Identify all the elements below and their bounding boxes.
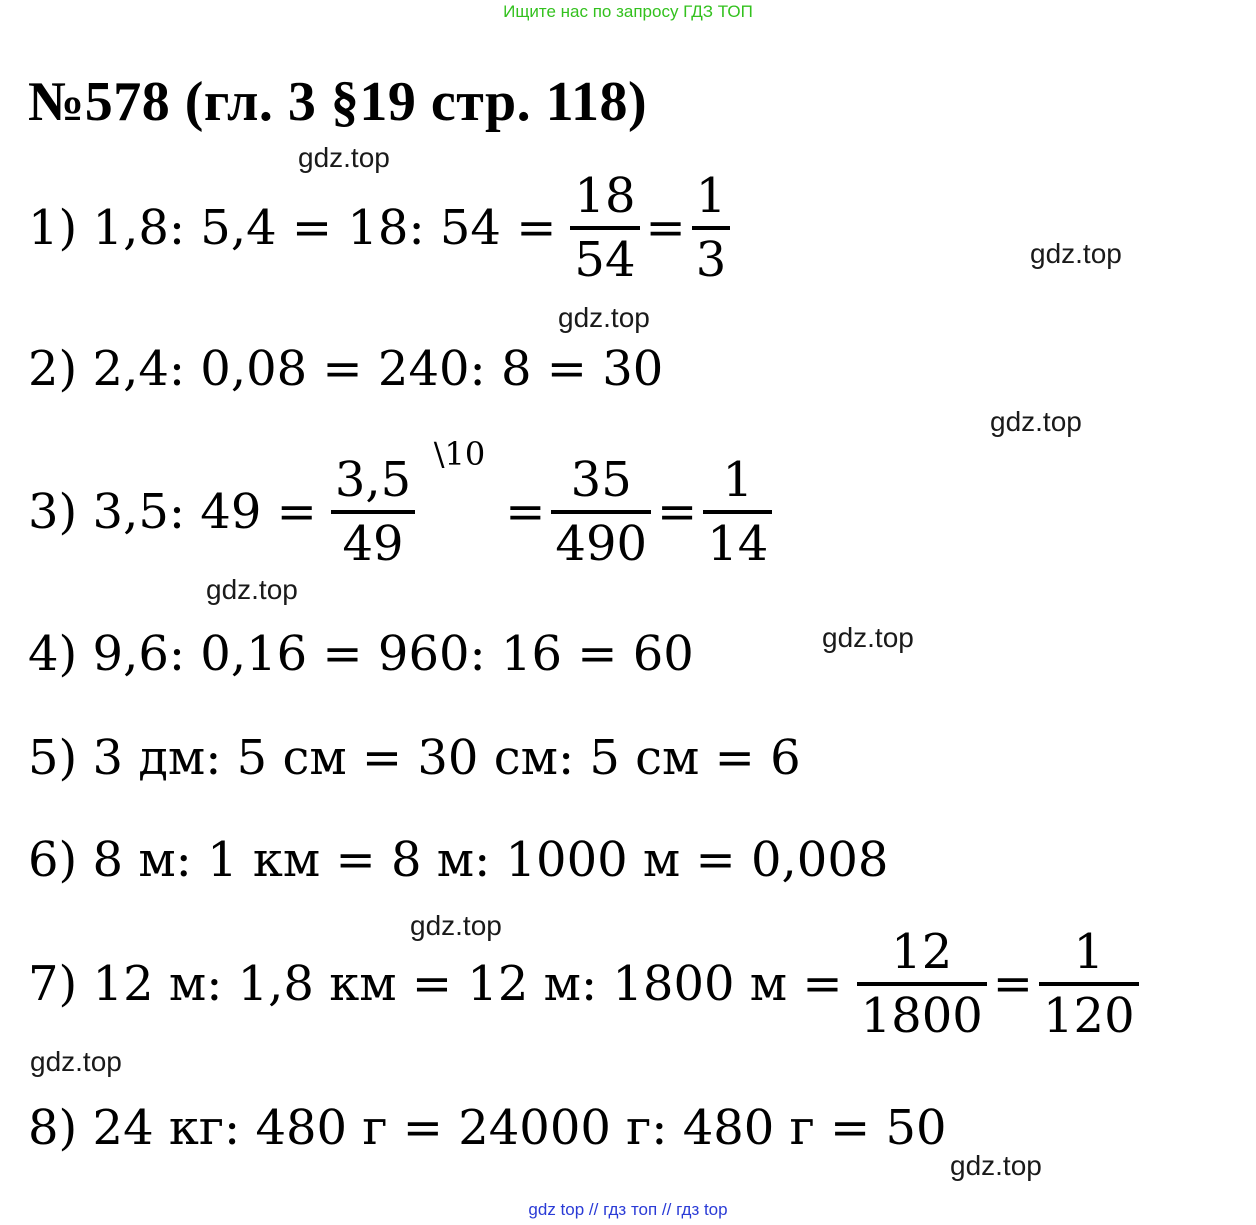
fraction-numerator: 1 — [722, 452, 754, 508]
fraction-denominator: 490 — [555, 516, 648, 572]
equals-sign: = — [505, 484, 546, 540]
fraction-denominator: 14 — [707, 516, 769, 572]
fraction — [692, 168, 731, 288]
fraction-denominator: 120 — [1043, 988, 1135, 1044]
fraction — [1039, 924, 1139, 1044]
equals-sign: = — [992, 956, 1033, 1012]
equals-sign: = — [645, 200, 686, 256]
watermark: gdz.top — [30, 1046, 122, 1077]
fraction — [703, 452, 772, 572]
watermark: gdz.top — [822, 622, 914, 653]
watermark: gdz.top — [298, 142, 390, 173]
fraction-denominator: 3 — [695, 232, 727, 288]
fraction-numerator: 3,5 — [334, 452, 412, 508]
solution-line-1 — [28, 168, 736, 288]
expression-text: 2) 2,4: 0,08 = 240: 8 = 30 — [28, 341, 664, 397]
expansion-factor: \10 — [433, 435, 486, 473]
expression-text: 3) 3,5: 49 = — [28, 484, 317, 540]
problem-title: №578 (гл. 3 §19 стр. 118) — [28, 71, 648, 133]
watermark: gdz.top — [950, 1150, 1042, 1181]
solution-line-2 — [28, 341, 664, 397]
expression-text: 6) 8 м: 1 км = 8 м: 1000 м = 0,008 — [28, 832, 889, 888]
fraction — [857, 924, 987, 1044]
solution-line-8 — [28, 1100, 947, 1156]
equals-sign: = — [657, 484, 698, 540]
expression-text: 8) 24 кг: 480 г = 24000 г: 480 г = 50 — [28, 1100, 947, 1156]
fraction-numerator: 18 — [574, 168, 636, 224]
expression-text: 1) 1,8: 5,4 = 18: 54 = — [28, 200, 557, 256]
watermark: gdz.top — [1030, 238, 1122, 269]
fraction-numerator: 35 — [570, 452, 632, 508]
solution-line-3 — [28, 435, 778, 572]
expression-text: 5) 3 дм: 5 см = 30 см: 5 см = 6 — [28, 730, 801, 786]
fraction — [331, 435, 486, 572]
fraction-numerator: 1 — [1073, 924, 1105, 980]
fraction-numerator: 1 — [695, 168, 727, 224]
solution-line-5 — [28, 730, 801, 786]
fraction-denominator: 1800 — [860, 988, 983, 1044]
solution-line-6 — [28, 832, 889, 888]
footer-links: gdz top // гдз топ // гдз top — [528, 1200, 728, 1219]
expression-text: 7) 12 м: 1,8 км = 12 м: 1800 м = — [28, 956, 843, 1012]
watermark: gdz.top — [990, 406, 1082, 437]
fraction-denominator: 49 — [342, 516, 404, 572]
solution-line-4 — [28, 626, 694, 682]
search-banner: Ищите нас по запросу ГДЗ ТОП — [503, 2, 753, 21]
fraction-numerator: 12 — [891, 924, 953, 980]
fraction-denominator: 54 — [574, 232, 636, 288]
watermark: gdz.top — [206, 574, 298, 605]
fraction — [570, 168, 639, 288]
watermark: gdz.top — [558, 302, 650, 333]
expression-text: 4) 9,6: 0,16 = 960: 16 = 60 — [28, 626, 694, 682]
watermark: gdz.top — [410, 910, 502, 941]
fraction — [551, 452, 651, 572]
